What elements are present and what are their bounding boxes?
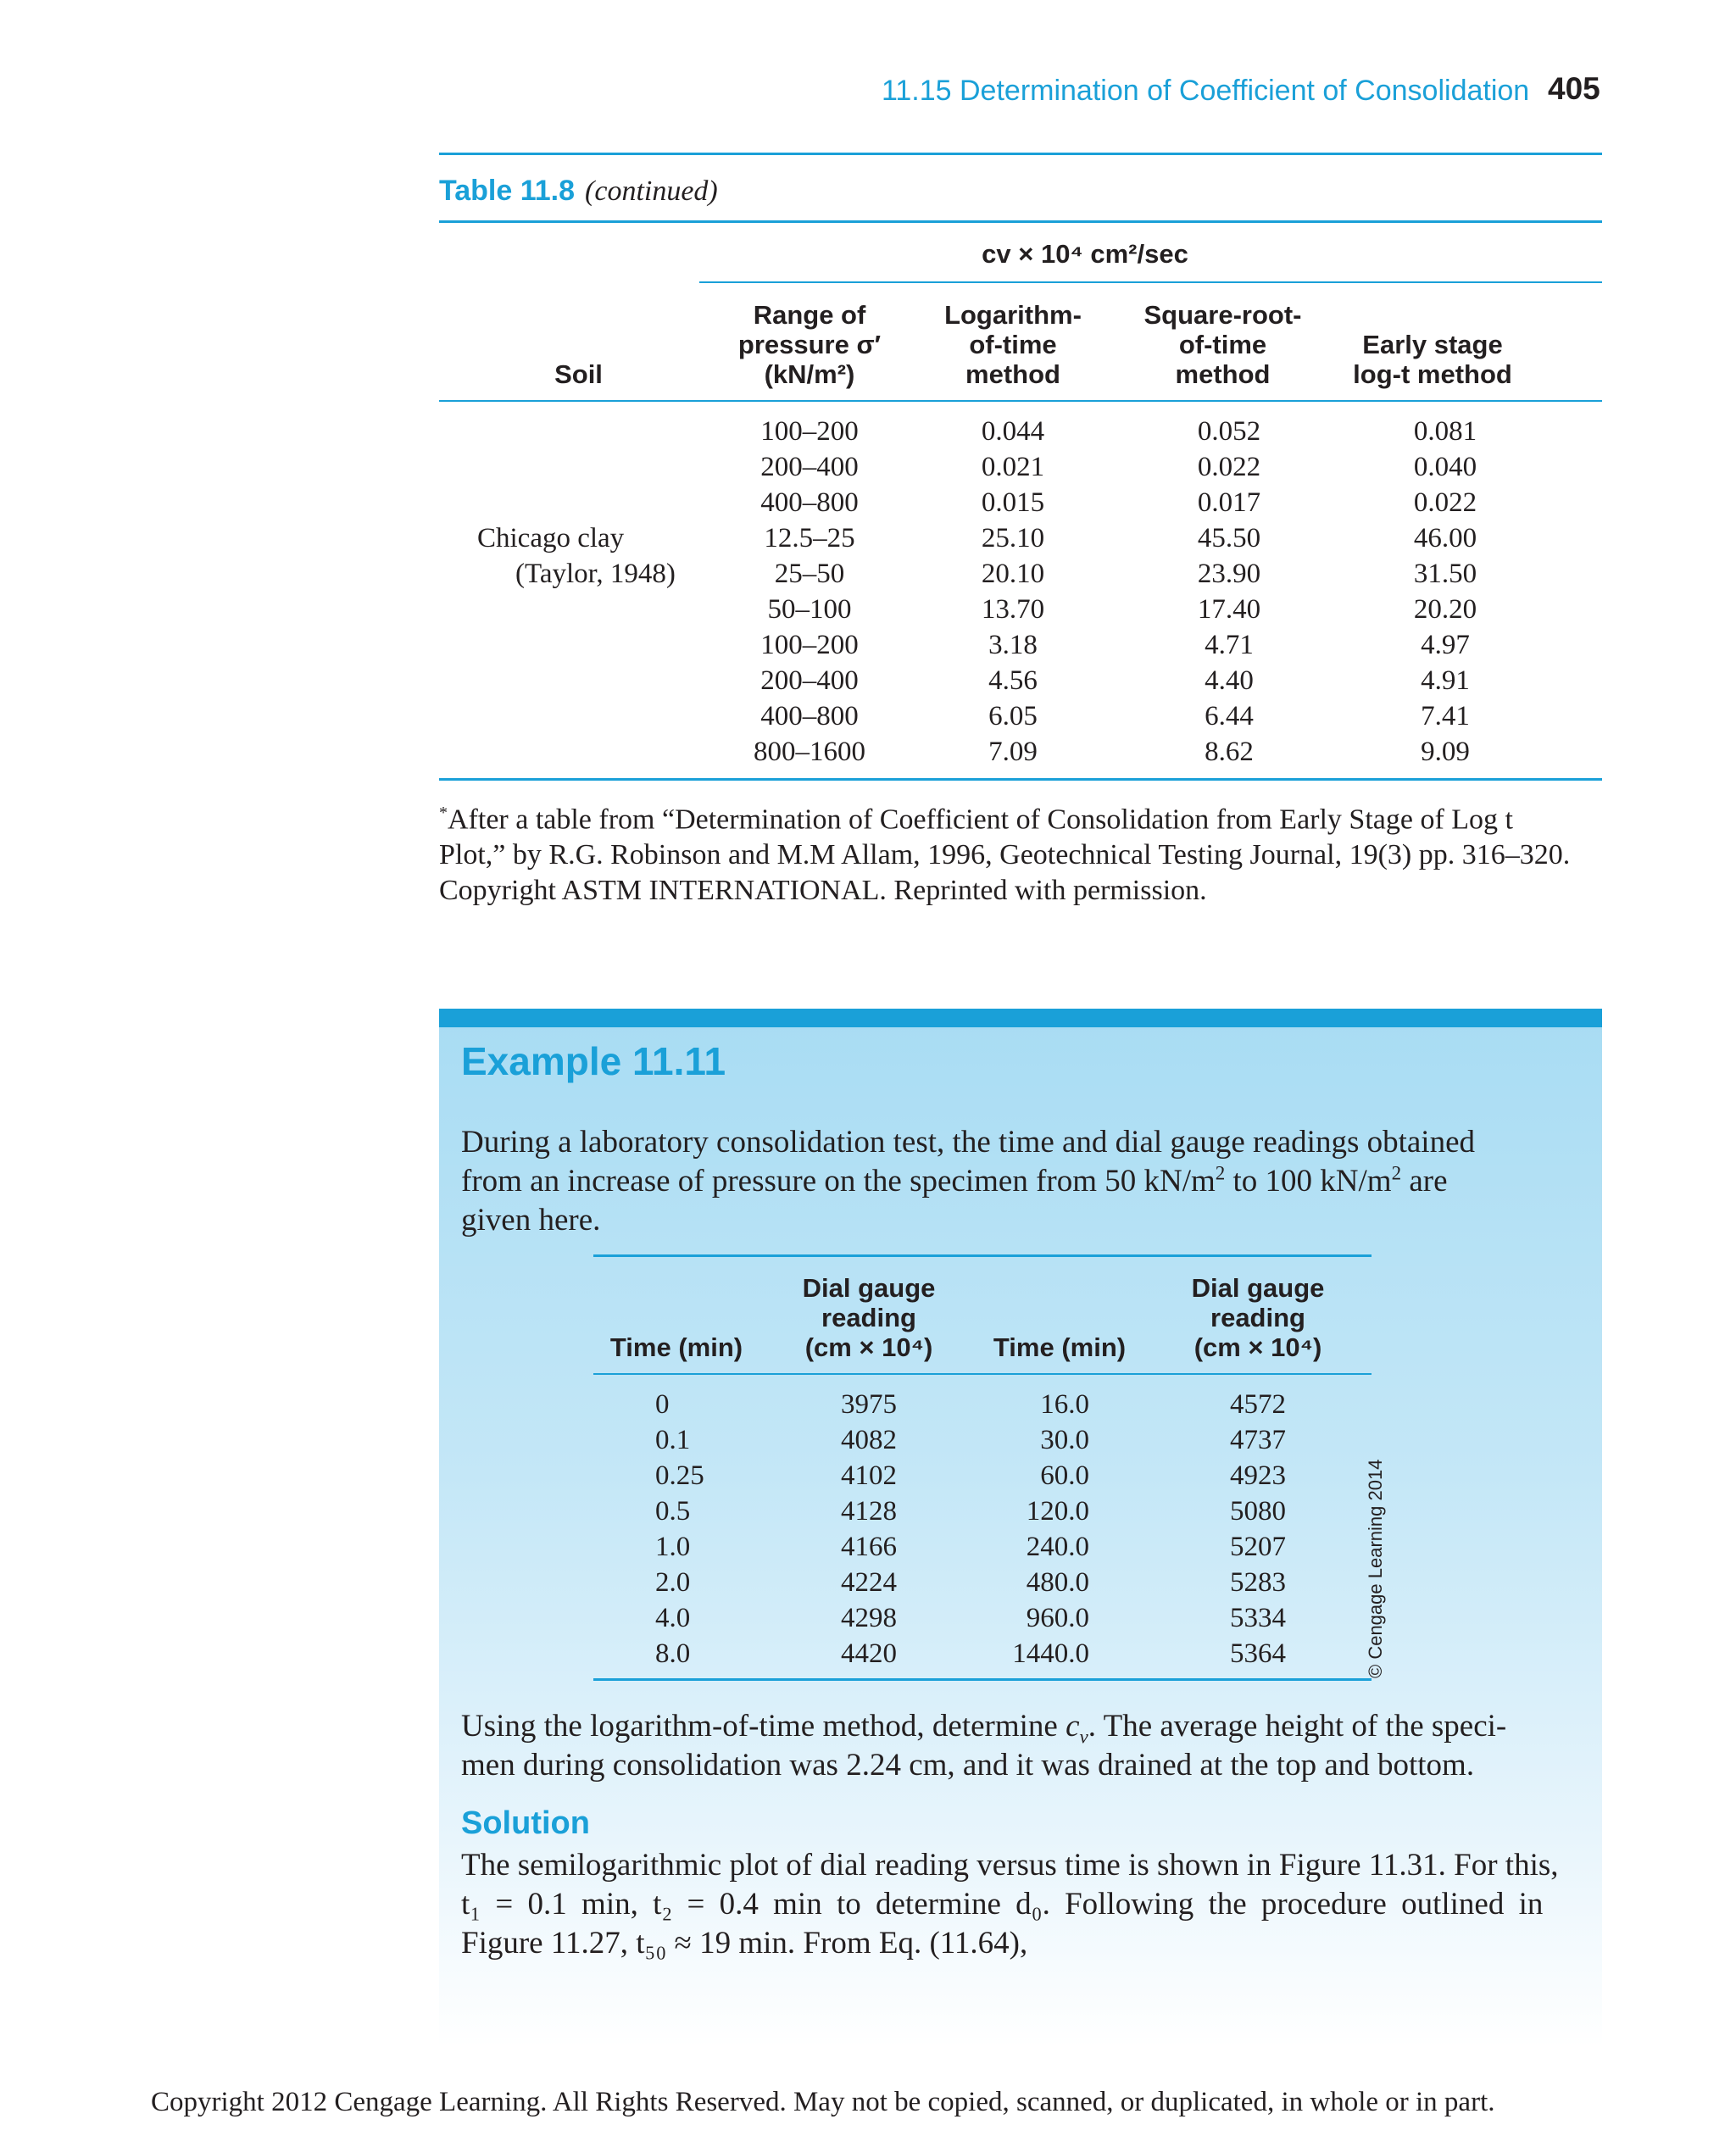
col-range-l2: pressure σ′ [737,330,882,359]
intro-line-2b: to 100 kN/m [1225,1164,1392,1199]
example-cell-t1: 0.1 [655,1425,691,1455]
example-cell-d1: 4420 [841,1638,897,1669]
question-line-2: men during consolidation was 2.24 cm, and it was drained at the top and bottom. [461,1748,1475,1783]
col-sqrt-l1: Square-root- [1143,300,1302,330]
solution-line-2: t₁ = 0.1 min, t₂ = 0.4 min to determine d₀. Following the procedure outlined in [461,1887,1544,1922]
table-cell-sqrt: 6.44 [1205,701,1254,731]
example-top-bar [439,1009,1602,1027]
example-cell-t2: 1440.0 [1012,1638,1089,1669]
table-continued: (continued) [585,175,718,207]
solution-line-3: Figure 11.27, t₅₀ ≈ 19 min. From Eq. (11.64), [461,1926,1028,1961]
table-cell-log: 25.10 [981,523,1045,553]
example-cell-t2: 960.0 [1026,1603,1089,1633]
image-credit: © Cengage Learning 2014 [1365,1459,1386,1678]
ex-col-time-1: Time (min) [609,1332,743,1362]
example-cell-d2: 5080 [1230,1496,1286,1527]
example-cell-t2: 60.0 [1040,1460,1089,1491]
table-caption [439,175,718,208]
table-top-rule [439,153,1602,155]
intro-line-3: given here. [461,1203,601,1238]
ex-col-dial-2-l2: reading [1210,1303,1305,1332]
table-cell-sqrt: 8.62 [1205,737,1254,767]
table-cell-early: 9.09 [1421,737,1470,767]
ex-col-time-2: Time (min) [993,1332,1127,1362]
col-sqrt-l3: method [1175,359,1271,389]
intro-line-2a: from an increase of pressure on the specimen from 50 kN/m [461,1164,1216,1199]
table-cell-sqrt: 17.40 [1197,594,1261,625]
page-number: 405 [1548,71,1600,106]
table-cell-log: 0.044 [981,416,1045,447]
table-cell-range: 12.5–25 [764,523,855,553]
question-line-1 [461,1707,1589,1746]
table-cell-early: 46.00 [1413,523,1477,553]
example-cell-d2: 4737 [1230,1425,1286,1455]
ex-col-dial-1-l1: Dial gauge [802,1273,936,1303]
example-cell-t1: 0 [655,1389,670,1420]
col-range-l1: Range of [753,300,866,330]
col-log-l2: of-time [969,330,1057,359]
example-cell-t2: 240.0 [1026,1532,1089,1562]
table-cell-range: 50–100 [767,594,852,625]
question-line-1b: . The average height of the speci- [1088,1709,1507,1744]
table-cell-range: 100–200 [760,630,859,660]
example-cell-d2: 4572 [1230,1389,1286,1420]
example-cell-d1: 4128 [841,1496,897,1527]
col-sqrt-l2: of-time [1178,330,1267,359]
example-table-bottom-rule [593,1678,1372,1681]
example-cell-d1: 4224 [841,1567,897,1598]
table-cell-log: 7.09 [988,737,1038,767]
footnote-mark: * [439,804,448,822]
table-cell-range: 25–50 [774,559,845,589]
table-cell-range: 400–800 [760,701,859,731]
col-early-l1: Early stage [1362,330,1503,359]
table-cell-log: 0.015 [981,487,1045,518]
example-cell-d2: 5334 [1230,1603,1286,1633]
table-cell-range: 200–400 [760,452,859,482]
example-cell-d2: 5364 [1230,1638,1286,1669]
intro-line-2c: are [1401,1164,1448,1199]
col-early-l2: log-t method [1353,359,1512,389]
table-cell-early: 4.91 [1421,665,1470,696]
question-cv: c [1066,1709,1080,1744]
table-spanner-header: cv × 10⁴ cm²/sec [982,239,1188,269]
table-cell-sqrt: 45.50 [1197,523,1261,553]
soil-name: Chicago clay [477,523,625,553]
table-cell-early: 20.20 [1413,594,1477,625]
table-cell-early: 7.41 [1421,701,1470,731]
example-question [461,1707,1589,1785]
example-table-header-rule [593,1373,1372,1375]
example-cell-t1: 8.0 [655,1638,691,1669]
table-footnote [439,795,1600,909]
table-cell-range: 400–800 [760,487,859,518]
ex-col-dial-2-l3: (cm × 10⁴) [1194,1332,1322,1362]
ex-col-dial-2-l1: Dial gauge [1191,1273,1325,1303]
question-cv-sub: v [1079,1726,1088,1748]
col-soil: Soil [554,359,603,389]
example-cell-t1: 0.25 [655,1460,704,1491]
example-table-top-rule [593,1254,1372,1257]
example-cell-d2: 5207 [1230,1532,1286,1562]
table-cell-early: 0.081 [1413,416,1477,447]
example-cell-t1: 0.5 [655,1496,691,1527]
col-range-l3: (kN/m²) [764,359,855,389]
table-cell-range: 100–200 [760,416,859,447]
col-log-l3: method [965,359,1060,389]
intro-sup-2: 2 [1391,1162,1402,1184]
table-cell-sqrt: 0.017 [1197,487,1261,518]
example-cell-t2: 480.0 [1026,1567,1089,1598]
page-footer: Copyright 2012 Cengage Learning. All Rights Reserved. May not be copied, scanned, or duplicated, in whole or in part. [151,2087,1495,2117]
footnote-line-1: After a table from “Determination of Coefficient of Consolidation from Early Stage of Log t [448,804,1514,836]
intro-line-1: During a laboratory consolidation test, the time and dial gauge readings obtained [461,1125,1475,1160]
table-cell-sqrt: 23.90 [1197,559,1261,589]
spanner-rule [699,281,1602,283]
table-label: Table 11.8 [439,175,576,207]
col-log-l1: Logarithm- [944,300,1082,330]
table-cell-early: 0.040 [1413,452,1477,482]
table-cell-log: 6.05 [988,701,1038,731]
table-cell-sqrt: 4.40 [1205,665,1254,696]
example-cell-t2: 120.0 [1026,1496,1089,1527]
table-cell-range: 200–400 [760,665,859,696]
table-cell-log: 20.10 [981,559,1045,589]
example-cell-d1: 4298 [841,1603,897,1633]
running-head: 11.15 Determination of Coefficient of Consolidation [882,75,1530,107]
ex-col-dial-1-l2: reading [821,1303,916,1332]
example-cell-d1: 4166 [841,1532,897,1562]
example-cell-d2: 5283 [1230,1567,1286,1598]
example-cell-t1: 1.0 [655,1532,691,1562]
example-cell-t2: 30.0 [1040,1425,1089,1455]
table-cell-early: 0.022 [1413,487,1477,518]
table-cell-sqrt: 4.71 [1205,630,1254,660]
example-title: Example 11.11 [461,1039,726,1083]
solution-line-1: The semilogarithmic plot of dial reading versus time is shown in Figure 11.31. For this, [461,1848,1559,1883]
ex-col-dial-1-l3: (cm × 10⁴) [804,1332,933,1362]
example-cell-t1: 2.0 [655,1567,691,1598]
example-cell-t2: 16.0 [1040,1389,1089,1420]
header-bottom-rule [439,400,1602,402]
intro-line-2 [461,1162,1589,1201]
example-intro [461,1123,1589,1240]
table-cell-log: 4.56 [988,665,1038,696]
footnote-line-2: Plot,” by R.G. Robinson and M.M Allam, 1996, Geotechnical Testing Journal, 19(3) pp. 316–320. [439,839,1571,871]
table-cell-log: 0.021 [981,452,1045,482]
table-cell-log: 13.70 [981,594,1045,625]
table-bottom-rule [439,778,1602,781]
intro-sup-1: 2 [1215,1162,1226,1184]
example-cell-d1: 4102 [841,1460,897,1491]
footnote-line-3: Copyright ASTM INTERNATIONAL. Reprinted with permission. [439,875,1207,907]
example-cell-d1: 3975 [841,1389,897,1420]
table-cell-early: 31.50 [1413,559,1477,589]
example-cell-t1: 4.0 [655,1603,691,1633]
table-cell-early: 4.97 [1421,630,1470,660]
solution-text [461,1846,1589,1963]
table-cell-range: 800–1600 [754,737,865,767]
table-cell-sqrt: 0.022 [1197,452,1261,482]
example-cell-d2: 4923 [1230,1460,1286,1491]
question-line-1a: Using the logarithm-of-time method, determine [461,1709,1066,1744]
table-cell-sqrt: 0.052 [1197,416,1261,447]
soil-source: (Taylor, 1948) [515,559,676,589]
table-caption-rule [439,220,1602,223]
example-cell-d1: 4082 [841,1425,897,1455]
table-cell-log: 3.18 [988,630,1038,660]
solution-heading: Solution [461,1805,590,1841]
